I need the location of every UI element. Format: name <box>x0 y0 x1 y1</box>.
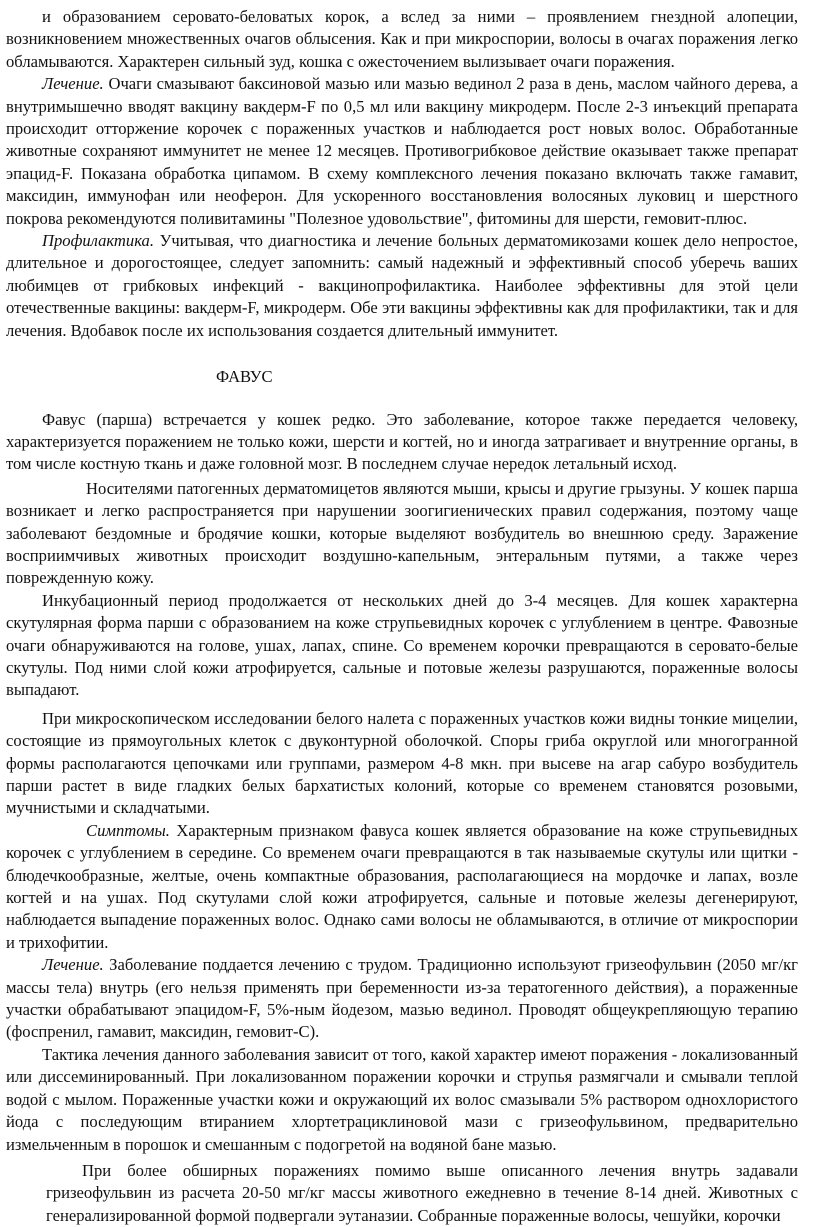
paragraph-microscopy: При микроскопическом исследовании белого налета с пораженных участков кожи видны тонкие мицелии, состоящие из прямоугольных клеток с двуконтурной оболочкой. Споры гриба округлой или многогранной формы располагаются цепочками или группами, размером 4-8 мкн. при высеве на агар сабуро возбудитель парши растет в виде гладких белых бархатистых колоний, которые со временем становятся розовыми, мучнистыми и складчатыми. <box>6 708 798 818</box>
favus-treatment-label: Лечение. <box>42 955 104 975</box>
paragraph-treatment: Лечение. Очаги смазывают баксиновой мазью или мазью вединол 2 раза в день, маслом чайного дерева, а внутримышечно вводят вакцину вакдерм-F по 0,5 мл или вакцину микродерм. После 2-3 инъекций препарата происходит отторжение корочек с пораженных участков и наблюдается рост новых волос. Обработанные животные сохраняют иммунитет не менее 12 месяцев. Противогрибковое действие оказывает также препарат эпацид-F. Показана обработка ципамом. В схему комплексного лечения показано включать также гамавит, максидин, иммунофан или неоферон. Для ускоренного восстановления волосяных луковиц и шерстного покрова рекомендуются поливитамины "Полезное удовольствие", фитомины для шерсти, гемовит-плюс. <box>6 74 798 228</box>
paragraph-carriers: Носителями патогенных дерматомицетов являются мыши, крысы и другие грызуны. У кошек парша возникает и легко распространяется при нарушении зоогигиенических правил содержания, поэтому чаще заболевают бездомные и бродячие кошки, которые выделяют возбудитель во внешнюю среду. Заражение восприимчивых животных происходит воздушно-капельным, энтеральным путями, а также через поврежденную кожу. <box>6 478 798 588</box>
paragraph-symptoms: Симптомы. Характерным признаком фавуса кошек является образование на коже струпьевидных корочек с углублением в середине. Со временем очаги превращаются в так называемые скутулы или щитки - блюдечкообразные, желтые, очень компактные образования, располагающиеся на мордочке и лапах, возле когтей и на ушах. Под скутулами слой кожи атрофируется, сальные и потовые железы дегенерируют, наблюдается выпадение пораженных волос. Однако сами волосы не обламываются, в отличие от микроспории и трихофитии. <box>6 820 798 952</box>
paragraph-prevention: Профилактика. Учитывая, что диагностика и лечение больных дерматомикозами кошек дело непростое, длительное и дорогостоящее, следует запомнить: самый надежный и эффективный способ уберечь ваших любимцев от грибковых инфекций - вакцинопрофилактика. Наиболее эффективны для этой цели отечественные вакцины: вакдерм-F, микродерм. Обе эти вакцины эффективны как для профилактики, так и для лечения. Вдобавок после их использования создается длительный иммунитет. <box>6 231 798 340</box>
prevention-label: Профилактика. <box>42 231 155 251</box>
paragraph-intro: и образованием серовато-беловатых корок, а вслед за ними – проявлением гнездной алопеции, возникновением множественных очагов облысения. Как и при микроспории, волосы в очагах поражения легко обламываются. Характерен сильный зуд, кошка с ожесточением вылизывает очаги поражения. <box>6 7 798 71</box>
paragraph-favus-treatment: Лечение. Заболевание поддается лечению с трудом. Традиционно используют гризеофульвин (2050 мг/кг массы тела) внутрь (его нельзя применять при беременности из-за тератогенного действия), а пораженные участки обрабатывают эпацидом-F, 5%-ным йодезом, мазью вединол. Проводят общеукрепляющую терапию (фоспренил, гамавит, максидин, гемовит-С). <box>6 955 798 1042</box>
paragraph-extensive: При более обширных поражениях помимо выше описанного лечения внутрь задавали гризеофульвин из расчета 20-50 мг/кг массы животного ежедневно в течение 8-14 дней. Животных с генерализированной формой подвергали эутаназии. Собранные пораженные волосы, чешуйки, корочки <box>46 1160 798 1225</box>
treatment-label: Лечение. <box>42 74 104 94</box>
paragraph-incubation: Инкубационный период продолжается от нескольких дней до 3-4 месяцев. Для кошек характерна скутулярная форма парши с образованием на коже струпьевидных корочек с углублением в центре. Фавозные очаги обнаруживаются на голове, ушах, лапах, спине. Со временем корочки превращаются в серовато-белые скутулы. Под ними слой кожи атрофируется, сальные и потовые железы разрушаются, пораженные волосы выпадают. <box>6 590 798 700</box>
paragraph-favus-intro: Фавус (парша) встречается у кошек редко. Это заболевание, которое также передается человеку, характеризуется поражением не только кожи, шерсти и когтей, но и иногда затрагивает и внутренние органы, в том числе костную ткань и даже головной мозг. В последнем случае нередок летальный исход. <box>6 409 798 474</box>
paragraph-tactics: Тактика лечения данного заболевания зависит от того, какой характер имеют поражения - локализованный или диссеминированный. При локализованном поражении корочки и струпья размягчали и смывали теплой водой с мылом. Пораженные участки кожи и окружающий их волос смазывали 5% раствором однохлористого йода с последующим втиранием хлортетрациклиновой мази с гризеофульвином, предварительно измельченным в порошок и смешанным с подогретой на водяной бане мазью. <box>6 1044 798 1154</box>
section-heading: ФАВУС <box>216 367 273 387</box>
symptoms-label: Симптомы. <box>86 820 170 840</box>
